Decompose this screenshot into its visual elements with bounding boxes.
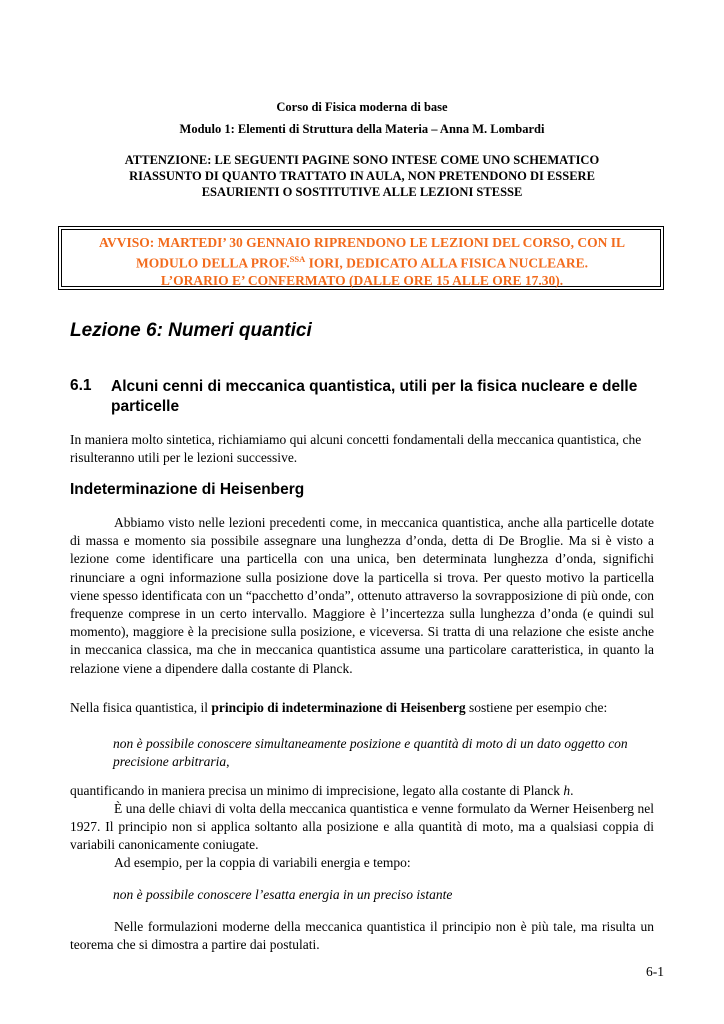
body-paragraph: Abbiamo visto nelle lezioni precedenti come, in meccanica quantistica, anche alla particelle dotate di massa e momento sia possibile assegnare una lunghezza d’onda, detta di De Broglie. Ma si è visto a lezione come identificare una particella con una unica, ben determinata lunghezza d’onda, significhi rinunciare a ogni informazione sulla posizione dove la particella si trova. Per questo motivo la particella viene spesso identificata con un “pacchetto d’onda”, ottenuto attraverso la sovrapposizione di più onde, con frequenze comprese in un certo intervallo. Maggiore è l’incertezza sulla lunghezza d’onda (e quindi sul momento), maggiore è la precisione sulla posizione, e viceversa. Si tratta di una relazione che esiste anche in meccanica classica, ma che in meccanica quantistica assume una particolare caratteristica, in quanto la relazione viene a dipendere dalla costante di Planck.: [70, 515, 654, 676]
page-number: 6-1: [646, 964, 664, 979]
notice-line: AVVISO: MARTEDI’ 30 GENNAIO RIPRENDONO LE LEZIONI DEL CORSO, CON IL: [99, 235, 625, 250]
body-paragraph: È una delle chiavi di volta della meccanica quantistica e venne formulato da Werner Heisenberg nel 1927. Il principio non si applica soltanto alla posizione e alla quantità di moto, ma a qualsiasi coppia di variabili canonicamente coniugate.: [70, 801, 654, 853]
notice-superscript: SSA: [289, 254, 306, 264]
attention-line: RIASSUNTO DI QUANTO TRATTATO IN AULA, NON PRETENDONO DI ESSERE: [129, 169, 595, 183]
body-paragraph: Nelle formulazioni moderne della meccanica quantistica il principio non è più tale, ma risulta un teorema che si dimostra a partire dai postulati.: [70, 919, 654, 953]
module-title: Modulo 1: Elementi di Struttura della Materia – Anna M. Lombardi: [179, 122, 545, 136]
quote-text: non è possibile conoscere simultaneamente posizione e quantità di moto di un dato oggetto con precisione arbitraria: [113, 736, 628, 770]
body-paragraph: Ad esempio, per la coppia di variabili energia e tempo:: [114, 855, 411, 870]
principle-quote: [113, 735, 658, 771]
section-number: 6.1: [70, 377, 92, 394]
course-title: Corso di Fisica moderna di base: [276, 100, 448, 114]
notice-text: [66, 234, 658, 289]
energy-time-quote: non è possibile conoscere l’esatta energia in un preciso istante: [113, 887, 453, 902]
notice-line: L’ORARIO E’ CONFERMATO (DALLE ORE 15 ALLE ORE 17.30).: [160, 272, 564, 288]
attention-notice: [80, 152, 644, 200]
section-title: Alcuni cenni di meccanica quantistica, utili per la fisica nucleare e delle particelle: [111, 378, 638, 415]
attention-line: ATTENZIONE: LE SEGUENTI PAGINE SONO INTESE COME UNO SCHEMATICO: [124, 153, 600, 167]
intro-paragraph: In maniera molto sintetica, richiamiamo qui alcuni concetti fondamentali della meccanica quantistica, che risulteranno utili per le lezioni successive.: [70, 432, 642, 466]
body-paragraph: [70, 782, 654, 800]
lesson-title: Lezione 6: Numeri quantici: [70, 320, 312, 341]
para3-pre: quantificando in maniera precisa un minimo di imprecisione, legato alla costante di Planck: [70, 783, 564, 798]
notice-line: [66, 251, 658, 272]
planck-constant-symbol: h: [563, 783, 571, 798]
attention-line: ESAURIENTI O SOSTITUTIVE ALLE LEZIONI STESSE: [201, 185, 523, 199]
notice-line2-pre: MODULO DELLA PROF.: [136, 255, 290, 271]
notice-line2-post: IORI, DEDICATO ALLA FISICA NUCLEARE.: [305, 255, 588, 271]
body-paragraph: [70, 699, 654, 717]
heisenberg-principle-term: principio di indeterminazione di Heisenberg: [211, 700, 466, 715]
para3-post: .: [570, 783, 574, 798]
para2-pre: Nella fisica quantistica, il: [70, 700, 212, 715]
quote-tail: ,: [226, 754, 230, 770]
subsection-title: Indeterminazione di Heisenberg: [70, 481, 305, 498]
para2-post: sostiene per esempio che:: [465, 700, 608, 715]
